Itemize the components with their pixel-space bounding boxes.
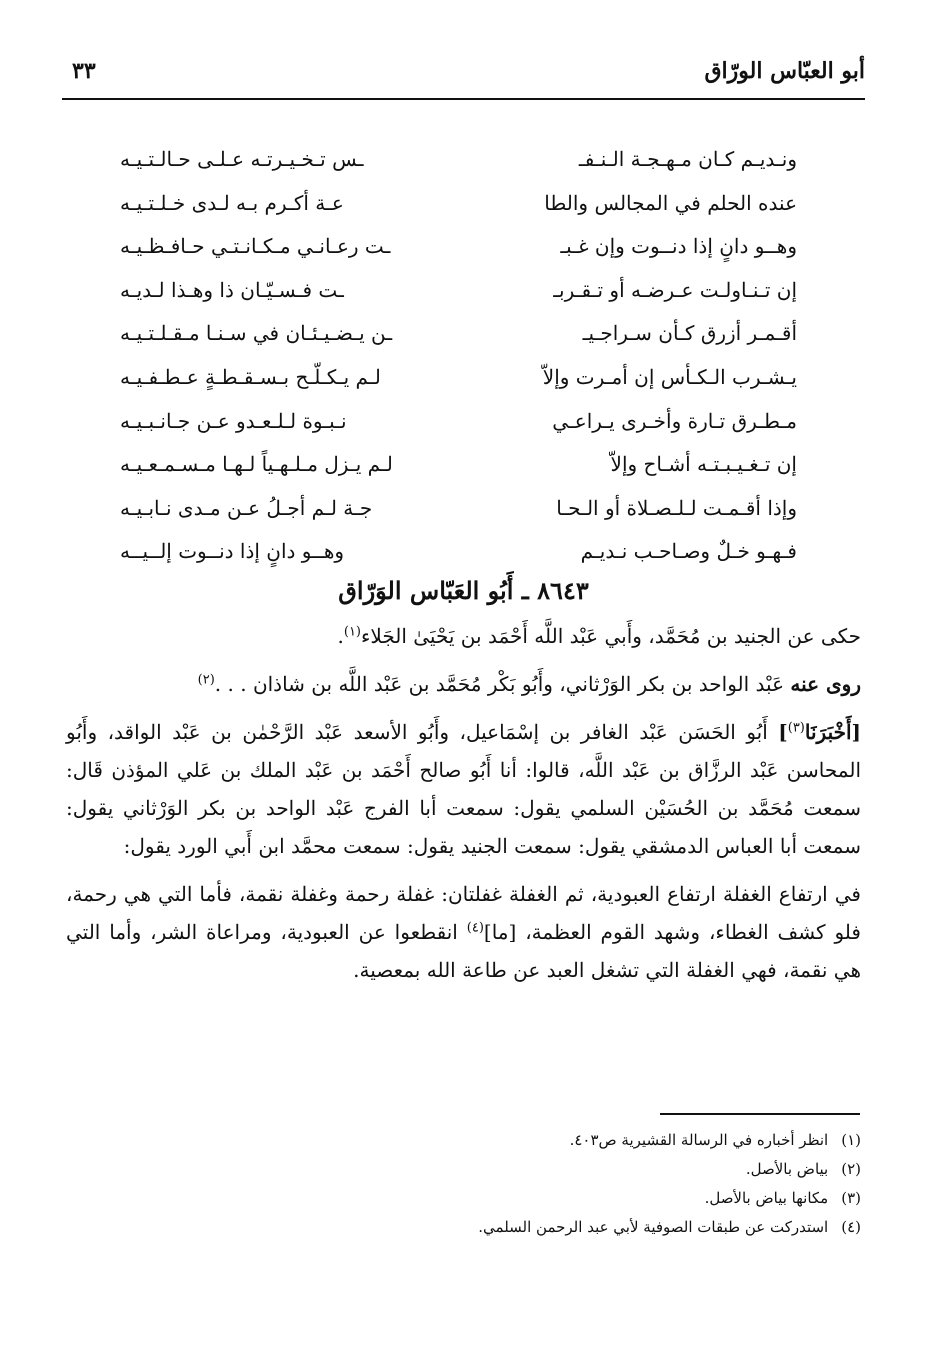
footnote — [66, 1213, 861, 1242]
verse — [120, 269, 797, 313]
paragraph-text: انقطعوا عن العبودية، ومراعاة الشر، وأما التي هي نقمة، فهي الغفلة التي تشغل العبد عن طاعة الله بمعصية. — [66, 920, 861, 982]
verse — [120, 487, 797, 531]
footnote-ref[interactable]: (١) — [343, 624, 361, 640]
footnote — [66, 1126, 861, 1155]
verse-second-hemistich: لـم يـكـلّـح بـسـقـطـةٍ عـطـفـيـه — [120, 364, 381, 389]
verse-second-hemistich: ـن يـضـيـئـان في سـنـا مـقـلـتـيـه — [120, 321, 393, 346]
verse-first-hemistich: إن تـغـيـبـتـه أشـاح وإلاّ — [610, 452, 797, 477]
footnote — [66, 1155, 861, 1184]
footnote-rule — [660, 1113, 860, 1115]
footnote-ref[interactable]: (٤) — [466, 920, 484, 936]
paragraph-text: في ارتفاع الغفلة ارتفاع العبودية، ثم الغفلة غفلتان: غفلة رحمة وغفلة نقمة، فأما التي هي رحمة، فلو كشف الغطاء، وشهد القوم العظمة، [ما] — [66, 882, 861, 944]
verse-second-hemistich: نـبـوة لـلـعـدو عـن جـانـبـيـه — [120, 408, 347, 433]
page-number: ٣٣ — [72, 58, 96, 84]
footnote-text: مكانها بياض بالأصل. — [704, 1189, 829, 1207]
footnotes — [66, 1126, 861, 1242]
paragraph-saying — [66, 875, 861, 989]
verse-first-hemistich: وهــو دانٍ إذا دنــوت وإن غـبـ — [560, 234, 797, 259]
footnote-number: (٤) — [841, 1218, 861, 1236]
poem — [120, 138, 797, 574]
footnote-text: استدركت عن طبقات الصوفية لأبي عبد الرحمن السلمي. — [478, 1218, 829, 1236]
footnote-number: (٣) — [841, 1189, 861, 1207]
header-rule — [62, 98, 865, 100]
footnote-ref[interactable]: (٢) — [197, 672, 215, 688]
footnote — [66, 1184, 861, 1213]
verse — [120, 312, 797, 356]
bracket-close: ] — [778, 720, 788, 744]
verse-second-hemistich: ـت رعـانـي مـكـانـتـي حـافـظـيـه — [120, 234, 391, 259]
verse-first-hemistich: مـطـرق تـارة وأخـرى يـراعـي — [552, 408, 797, 433]
paragraph-text: حكى عن الجنيد بن مُحَمَّد، وأَبي عَبْد اللَّه أَحْمَد بن يَحْيَىٰ الجَلاء — [361, 624, 861, 648]
footnote-text: انظر أخباره في الرسالة القشيرية ص٤٠٣. — [569, 1131, 829, 1149]
verse-second-hemistich: ـس تـخـيـرتـه عـلـى حـالـتـيـه — [120, 147, 364, 171]
paragraph-students — [66, 665, 861, 703]
verse — [120, 138, 797, 182]
verse-second-hemistich: لـم يـزل مـلـهـياً لـهـا مـسـمـعـيـه — [120, 452, 393, 477]
verse — [120, 225, 797, 269]
verse — [120, 400, 797, 444]
verse — [120, 182, 797, 226]
running-head — [62, 58, 865, 92]
verse-first-hemistich: وإذا أقـمـت لـلـصـلاة أو الـحـا — [556, 495, 797, 520]
running-head-title: أبو العبّاس الورّاق — [704, 58, 865, 84]
footnote-number: (١) — [841, 1131, 861, 1149]
paragraph-isnad — [66, 713, 861, 865]
footnote-number: (٢) — [841, 1160, 861, 1178]
paragraph-text: عَبْد الواحد بن بكر الوَرْثاني، وأَبُو بَكْر مُحَمَّد بن عَبْد اللَّه بن شاذان . . . — [214, 672, 791, 696]
keyword-akhbarana: [أَخْبَرَنَا — [804, 720, 861, 744]
verse-first-hemistich: فـهـو خـلٌ وصـاحـب نـديـم — [580, 539, 797, 564]
footnote-text: بياض بالأصل. — [745, 1160, 829, 1178]
verse-second-hemistich: عـة أكـرم بـه لـدى خـلـتـيـه — [120, 190, 344, 215]
entry-heading: ٨٦٤٣ ـ أَبُو العَبّاس الوَرّاق — [338, 576, 589, 605]
verse-second-hemistich: جـة لـم أجـلُ عـن مـدى نـابـيـه — [120, 495, 373, 520]
verse-first-hemistich: أقـمـر أزرق كـأن سـراجـيـ — [582, 321, 797, 346]
entry-body — [66, 617, 861, 999]
verse-first-hemistich: يـشـرب الـكـأس إن أمـرت وإلاّ — [542, 364, 797, 389]
paragraph-teachers — [66, 617, 861, 655]
verse — [120, 356, 797, 400]
verse — [120, 530, 797, 574]
keyword-rawa-anhu: روى عنه — [790, 672, 861, 696]
verse-first-hemistich: ونـديـم كـان مـهـجـة الـنـفـ — [578, 147, 797, 171]
footnote-ref[interactable]: (٣) — [787, 720, 805, 736]
verse — [120, 443, 797, 487]
verse-second-hemistich: وهــو دانٍ إذا دنــوت إلــيــه — [120, 539, 345, 564]
verse-second-hemistich: ـت فـسـيّـان ذا وهـذا لـديـه — [120, 277, 344, 302]
paragraph-text: أَبُو الحَسَن عَبْد الغافر بن إسْمَاعيل، وأَبُو الأسعد عَبْد الرَّحْمٰن بن عَبْد الواقد، وأَبُو المحاسن عَبْد الرزَّاق بن عَبْد اللَّه، قالوا: أنا أَبُو صالح أَحْمَد بن عَبْد الملك بن عَلي المؤذن قَال: سمعت مُحَمَّد بن الحُسَيْن السلمي يقول: سمعت أبا الفرج عَبْد الواحد بن بكر الوَرْثاني يقول: سمعت أبا العباس الدمشقي يقول: سمعت الجنيد يقول: سمعت محمَّد ابن أَبي الورد يقول: — [66, 720, 862, 858]
sentence-end: . — [337, 624, 344, 648]
verse-first-hemistich: إن تـنـاولـت عـرضـه أو تـقـربـ — [553, 277, 797, 302]
verse-first-hemistich: عنده الحلم في المجالس والطا — [544, 190, 797, 215]
